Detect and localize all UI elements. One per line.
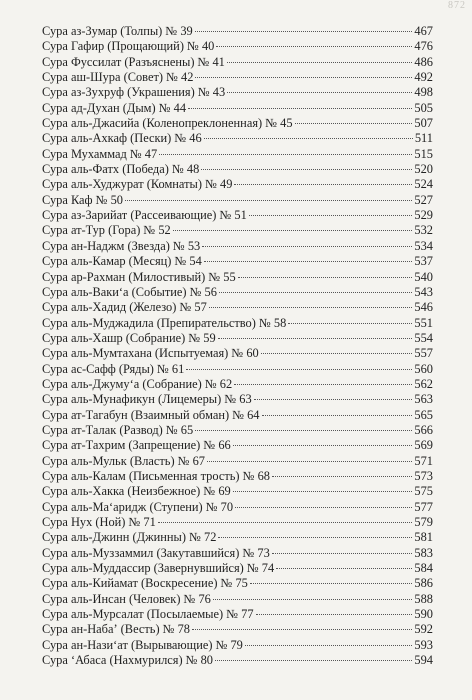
toc-entry-page: 486 xyxy=(414,54,433,69)
toc-entry xyxy=(42,208,433,223)
toc-entry xyxy=(42,346,433,361)
toc-entry xyxy=(42,239,433,254)
dot-leader xyxy=(218,537,412,538)
toc-entry xyxy=(42,576,433,591)
dot-leader xyxy=(235,507,412,508)
dot-leader xyxy=(159,154,412,155)
toc-entry-page: 546 xyxy=(414,300,433,315)
toc-entry xyxy=(42,408,433,423)
toc-entry-page: 524 xyxy=(414,177,433,192)
toc-entry-title: Сура ас-Сафф (Ряды) № 61 xyxy=(42,361,185,376)
toc-entry xyxy=(42,223,433,238)
toc-entry xyxy=(42,55,433,70)
toc-entry-page: 529 xyxy=(414,208,433,223)
toc-entry-title: Сура аль-Вакиʻа (Событие) № 56 xyxy=(42,284,217,299)
toc-entry-page: 583 xyxy=(414,545,433,560)
toc-entry-page: 577 xyxy=(414,499,433,514)
toc-entry xyxy=(42,70,433,85)
dot-leader xyxy=(213,599,413,600)
toc-entry xyxy=(42,515,433,530)
toc-entry-page: 476 xyxy=(414,39,433,54)
toc-entry-page: 532 xyxy=(414,223,433,238)
dot-leader xyxy=(250,583,413,584)
dot-leader xyxy=(201,169,412,170)
toc-entry xyxy=(42,607,433,622)
toc-entry-title: Сура Каф № 50 xyxy=(42,192,123,207)
dot-leader xyxy=(245,645,413,646)
toc-entry-page: 498 xyxy=(414,85,433,100)
toc-entry-page: 505 xyxy=(414,100,433,115)
toc-entry-page: 592 xyxy=(414,622,433,637)
toc-entry-page: 590 xyxy=(414,607,433,622)
toc-entry-page: 543 xyxy=(414,284,433,299)
toc-entry xyxy=(42,177,433,192)
dot-leader xyxy=(216,46,412,47)
dot-leader xyxy=(261,353,413,354)
toc-entry xyxy=(42,500,433,515)
dot-leader xyxy=(272,476,412,477)
toc-entry xyxy=(42,484,433,499)
toc-entry-page: 566 xyxy=(414,422,433,437)
toc-entry-title: Сура аль-Муджадила (Препирательство) № 58 xyxy=(42,315,287,330)
toc-entry-title: Сура аль-Джинн (Джинны) № 72 xyxy=(42,530,217,545)
toc-entry xyxy=(42,546,433,561)
toc-entry-page: 579 xyxy=(414,515,433,529)
toc-entry xyxy=(42,377,433,392)
toc-entry-title: Сура аль-Худжурат (Комнаты) № 49 xyxy=(42,177,233,192)
toc-entry xyxy=(42,438,433,453)
toc-entry-page: 586 xyxy=(414,576,433,591)
toc-entry-title: Сура аз-Зарийат (Рассеивающие) № 51 xyxy=(42,208,247,223)
toc-entry-title: Сура ан-Наджм (Звезда) № 53 xyxy=(42,238,201,253)
dot-leader xyxy=(227,92,412,93)
dot-leader xyxy=(233,491,413,492)
toc-entry-title: Сура аль-Ахкаф (Пески) № 46 xyxy=(42,131,202,146)
dot-leader xyxy=(195,77,412,78)
dot-leader xyxy=(188,108,412,109)
toc-entry-page: 520 xyxy=(414,162,433,177)
toc-entry-page: 467 xyxy=(414,24,433,38)
toc-entry-title: Сура аль-Хадид (Железо) № 57 xyxy=(42,300,207,315)
toc-entry xyxy=(42,622,433,637)
toc-entry xyxy=(42,24,433,39)
toc-entry-page: 594 xyxy=(414,653,433,668)
toc-entry-page: 593 xyxy=(414,637,433,652)
toc-entry-title: Сура аль-Кийамат (Воскресение) № 75 xyxy=(42,576,248,591)
toc-entry-title: Сура аль-Инсан (Человек) № 76 xyxy=(42,591,211,606)
toc-entry-page: 515 xyxy=(414,146,433,161)
dot-leader xyxy=(288,323,412,324)
toc-entry xyxy=(42,285,433,300)
toc-entry-title: Сура аль-Камар (Месяц) № 54 xyxy=(42,254,202,269)
toc-entry xyxy=(42,193,433,208)
toc-entry xyxy=(42,362,433,377)
dot-leader xyxy=(204,261,413,262)
toc-entry xyxy=(42,101,433,116)
dot-leader xyxy=(195,31,413,32)
toc-entry-title: Сура аль-Джасийа (Коленопреклоненная) № 45 xyxy=(42,116,293,131)
toc-entry xyxy=(42,316,433,331)
dot-leader xyxy=(192,629,412,630)
toc-entry-page: 575 xyxy=(414,484,433,499)
toc-entry-page: 507 xyxy=(414,116,433,131)
dot-leader xyxy=(238,277,413,278)
dot-leader xyxy=(186,369,412,370)
dot-leader xyxy=(207,461,412,462)
toc-entry-title: Сура ат-Талак (Развод) № 65 xyxy=(42,422,194,437)
toc-entry xyxy=(42,392,433,407)
toc-entry-page: 581 xyxy=(414,530,433,545)
dot-leader xyxy=(204,138,413,139)
toc-entry-title: Сура Гафир (Прощающий) № 40 xyxy=(42,39,215,54)
toc-entry-title: Сура ан-Набаʼ (Весть) № 78 xyxy=(42,622,190,637)
toc-entry-page: 492 xyxy=(414,70,433,85)
toc-entry-title: Сура ан-Назиʻат (Вырывающие) № 79 xyxy=(42,637,243,652)
dot-leader xyxy=(215,660,412,661)
toc-entry-title: Сура Мухаммад № 47 xyxy=(42,146,158,161)
toc-entry xyxy=(42,131,433,146)
toc-entry-page: 584 xyxy=(414,561,433,576)
toc-entry xyxy=(42,592,433,607)
toc-entry-title: Сура ʻАбаса (Нахмурился) № 80 xyxy=(42,653,213,668)
toc-entry-title: Сура Нух (Ной) № 71 xyxy=(42,515,156,529)
dot-leader xyxy=(233,445,413,446)
toc-entry-title: Сура ат-Тахрим (Запрещение) № 66 xyxy=(42,438,231,453)
table-of-contents xyxy=(42,24,433,668)
dot-leader xyxy=(173,230,413,231)
toc-entry-page: 554 xyxy=(414,330,433,345)
toc-entry-title: Сура аль-Хашр (Собрание) № 59 xyxy=(42,330,216,345)
dot-leader xyxy=(209,307,413,308)
toc-entry xyxy=(42,300,433,315)
toc-entry-page: 588 xyxy=(414,591,433,606)
toc-entry xyxy=(42,638,433,653)
toc-entry xyxy=(42,423,433,438)
toc-entry-title: Сура аль-Мурсалат (Посылаемые) № 77 xyxy=(42,607,254,622)
toc-entry-page: 562 xyxy=(414,376,433,391)
toc-entry xyxy=(42,331,433,346)
toc-entry-title: Сура ат-Тур (Гора) № 52 xyxy=(42,223,171,238)
toc-entry-title: Сура аль-Мульк (Власть) № 67 xyxy=(42,453,205,468)
dot-leader xyxy=(254,399,413,400)
dot-leader xyxy=(249,215,413,216)
dot-leader xyxy=(272,553,413,554)
toc-entry-title: Сура аз-Зухруф (Украшения) № 43 xyxy=(42,85,226,100)
toc-entry xyxy=(42,270,433,285)
toc-entry-page: 573 xyxy=(414,468,433,483)
page-number: 872 xyxy=(448,0,466,11)
toc-entry-page: 565 xyxy=(414,407,433,422)
dot-leader xyxy=(234,384,412,385)
toc-entry-title: Сура аль-Маʻаридж (Ступени) № 70 xyxy=(42,499,234,514)
toc-entry-page: 571 xyxy=(414,453,433,468)
toc-entry-page: 569 xyxy=(414,438,433,453)
toc-entry xyxy=(42,469,433,484)
toc-entry-title: Сура аль-Мумтахана (Испытуемая) № 60 xyxy=(42,346,259,361)
toc-entry-title: Сура аль-Фатх (Победа) № 48 xyxy=(42,162,200,177)
toc-entry-title: Сура ар-Рахман (Милостивый) № 55 xyxy=(42,269,236,284)
toc-entry xyxy=(42,653,433,668)
dot-leader xyxy=(234,184,412,185)
dot-leader xyxy=(227,62,413,63)
toc-entry-page: 511 xyxy=(414,131,433,146)
toc-entry xyxy=(42,39,433,54)
toc-entry-title: Сура аль-Джумуʻа (Собрание) № 62 xyxy=(42,376,233,391)
toc-entry-title: Сура аш-Шура (Совет) № 42 xyxy=(42,70,194,85)
toc-entry-page: 527 xyxy=(414,192,433,207)
toc-entry-page: 534 xyxy=(414,238,433,253)
dot-leader xyxy=(295,123,413,124)
toc-entry xyxy=(42,561,433,576)
toc-entry xyxy=(42,530,433,545)
dot-leader xyxy=(262,415,413,416)
toc-entry-title: Сура аль-Калам (Письменная трость) № 68 xyxy=(42,468,270,483)
toc-entry-title: Сура аль-Мунафикун (Лицемеры) № 63 xyxy=(42,392,252,407)
dot-leader xyxy=(125,200,412,201)
toc-entry-page: 537 xyxy=(414,254,433,269)
dot-leader xyxy=(276,568,412,569)
toc-entry-title: Сура аз-Зумар (Толпы) № 39 xyxy=(42,24,193,38)
toc-entry-page: 540 xyxy=(414,269,433,284)
toc-entry xyxy=(42,162,433,177)
dot-leader xyxy=(256,614,413,615)
toc-entry-page: 551 xyxy=(414,315,433,330)
toc-entry-title: Сура аль-Муддассир (Завернувшийся) № 74 xyxy=(42,561,275,576)
dot-leader xyxy=(218,338,413,339)
toc-entry xyxy=(42,147,433,162)
toc-entry xyxy=(42,454,433,469)
toc-entry xyxy=(42,116,433,131)
toc-entry-page: 563 xyxy=(414,392,433,407)
dot-leader xyxy=(202,246,412,247)
toc-entry-title: Сура аль-Хакка (Неизбежное) № 69 xyxy=(42,484,231,499)
toc-entry xyxy=(42,85,433,100)
dot-leader xyxy=(195,430,412,431)
dot-leader xyxy=(219,292,412,293)
toc-entry-page: 560 xyxy=(414,361,433,376)
toc-entry-title: Сура ад-Духан (Дым) № 44 xyxy=(42,100,187,115)
dot-leader xyxy=(158,522,413,523)
toc-entry-page: 557 xyxy=(414,346,433,361)
toc-entry xyxy=(42,254,433,269)
toc-entry-title: Сура Фуссилат (Разъяснены) № 41 xyxy=(42,54,225,69)
toc-entry-title: Сура ат-Тагабун (Взаимный обман) № 64 xyxy=(42,407,260,422)
toc-entry-title: Сура аль-Муззаммил (Закутавшийся) № 73 xyxy=(42,545,270,560)
